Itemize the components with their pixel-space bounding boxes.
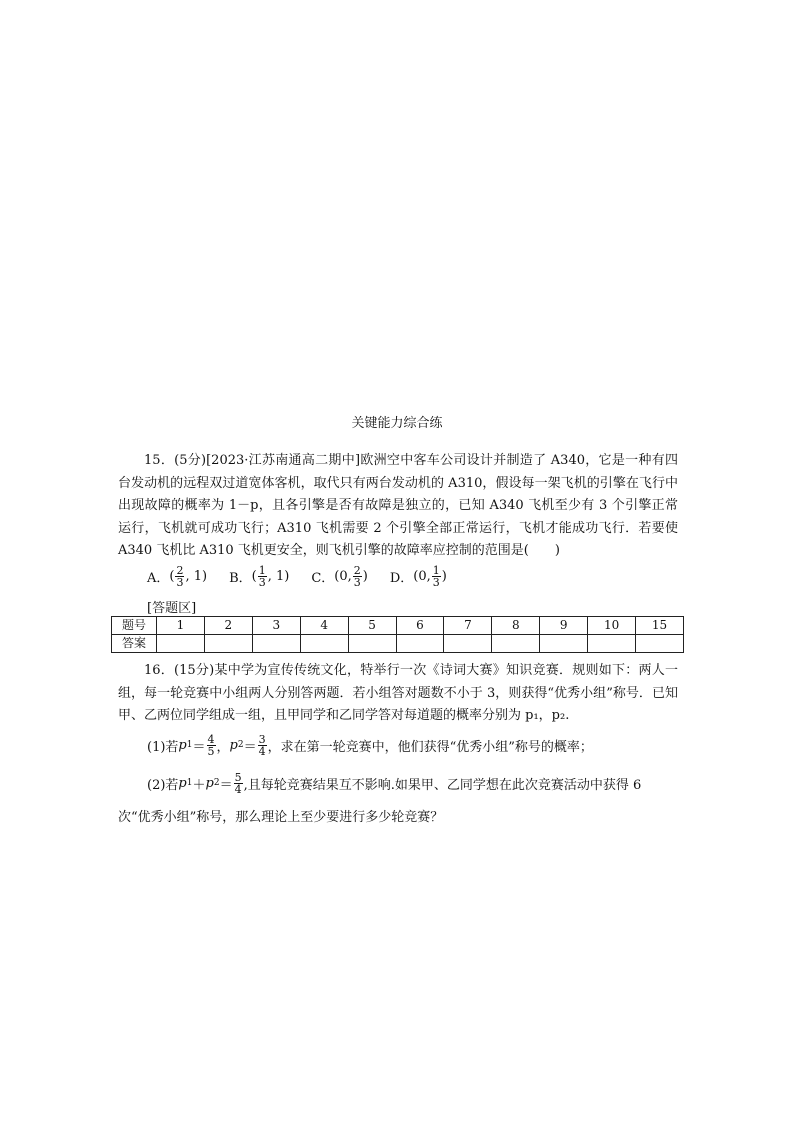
option-d[interactable]: D． (0, $\frac{1}{3}$ ) [389,563,447,589]
fraction: $\frac{2}{3}$ [176,563,184,589]
answer-cell[interactable] [348,635,396,653]
answer-cell[interactable] [396,635,444,653]
answer-cell[interactable] [588,635,636,653]
question-16-part-1: (1)若 p 1 ＝ $\frac{4}{5}$ ， p 2 ＝ $\frac{3}{4}$ ，求在第一轮竞赛中，他们获得“优秀小组”称号的概率； [147,732,593,758]
question-number-cell: 6 [396,617,444,635]
table-row-numbers [112,617,684,635]
option-b[interactable]: B． ( $\frac{1}{3}$ , 1) [229,563,290,589]
question-number-cell: 8 [492,617,540,635]
question-number-cell: 9 [540,617,588,635]
question-15-text: 15．(5分)[2023·江苏南通高二期中]欧洲空中客车公司设计并制造了 A340，它是一种有四台发动机的远程双过道宽体客机，取代只有两台发动机的 A310，假设每一架飞机的引擎在飞行中出现故障的概率为 1－p，且各引擎是否有故障是独立的，已知 A340 飞机至少有 3 个引擎正常运行，飞机就可成功飞行；A310 飞机需要 2 个引擎全部正常运行，飞机才能成功飞行．若要使 A340 飞机比 A310 飞机更安全，则飞机引擎的故障率应控制的范围是( ) [118,453,678,558]
option-a[interactable]: A． ( $\frac{2}{3}$ , 1) [147,563,208,589]
option-c[interactable]: C． (0, $\frac{2}{3}$ ) [311,563,368,589]
fraction: $\frac{2}{3}$ [353,563,361,589]
fraction: $\frac{4}{5}$ [207,732,215,758]
answer-cell[interactable] [492,635,540,653]
fraction: $\frac{1}{3}$ [432,563,440,589]
question-number-cell: 7 [444,617,492,635]
question-number-cell: 1 [157,617,205,635]
fraction: $\frac{3}{4}$ [258,732,266,758]
answer-cell[interactable] [252,635,300,653]
question-number-cell: 5 [348,617,396,635]
question-16-part-2: (2)若 p 1 ＋ p 2 ＝ $\frac{5}{4}$ ,且每轮竞赛结果互不影响.如果甲、乙同学想在此次竞赛活动中获得 6 [147,770,642,796]
question-number-cell: 10 [588,617,636,635]
table-row-answers [112,635,684,653]
answer-cell[interactable] [300,635,348,653]
answer-cell[interactable] [444,635,492,653]
answer-cell[interactable] [636,635,684,653]
section-title: 关键能力综合练 [351,416,443,431]
row-header-numbers: 题号 [112,617,157,635]
question-15-options [147,563,677,589]
question-number-cell: 3 [252,617,300,635]
row-header-answers: 答案 [112,635,157,653]
fraction: $\frac{1}{3}$ [258,563,266,589]
question-number-cell: 15 [636,617,684,635]
answer-table [111,616,684,653]
fraction: $\frac{5}{4}$ [234,770,242,796]
question-16-part-2-continuation: 次“优秀小组”称号，那么理论上至少要进行多少轮竞赛？ [118,810,444,825]
answer-cell[interactable] [540,635,588,653]
answer-cell[interactable] [157,635,205,653]
question-16-text: 16．(15分)某中学为宣传传统文化，特举行一次《诗词大赛》知识竞赛．规则如下：两人一组，每一轮竞赛中小组两人分别答两题．若小组答对题数不小于 3，则获得“优秀小组”称号．已知甲、乙两位同学组成一组，且甲同学和乙同学答对每道题的概率分别为 p₁，p₂. [118,663,678,723]
answer-area-label: [答题区] [147,601,197,616]
answer-cell[interactable] [204,635,252,653]
question-number-cell: 4 [300,617,348,635]
question-number-cell: 2 [204,617,252,635]
